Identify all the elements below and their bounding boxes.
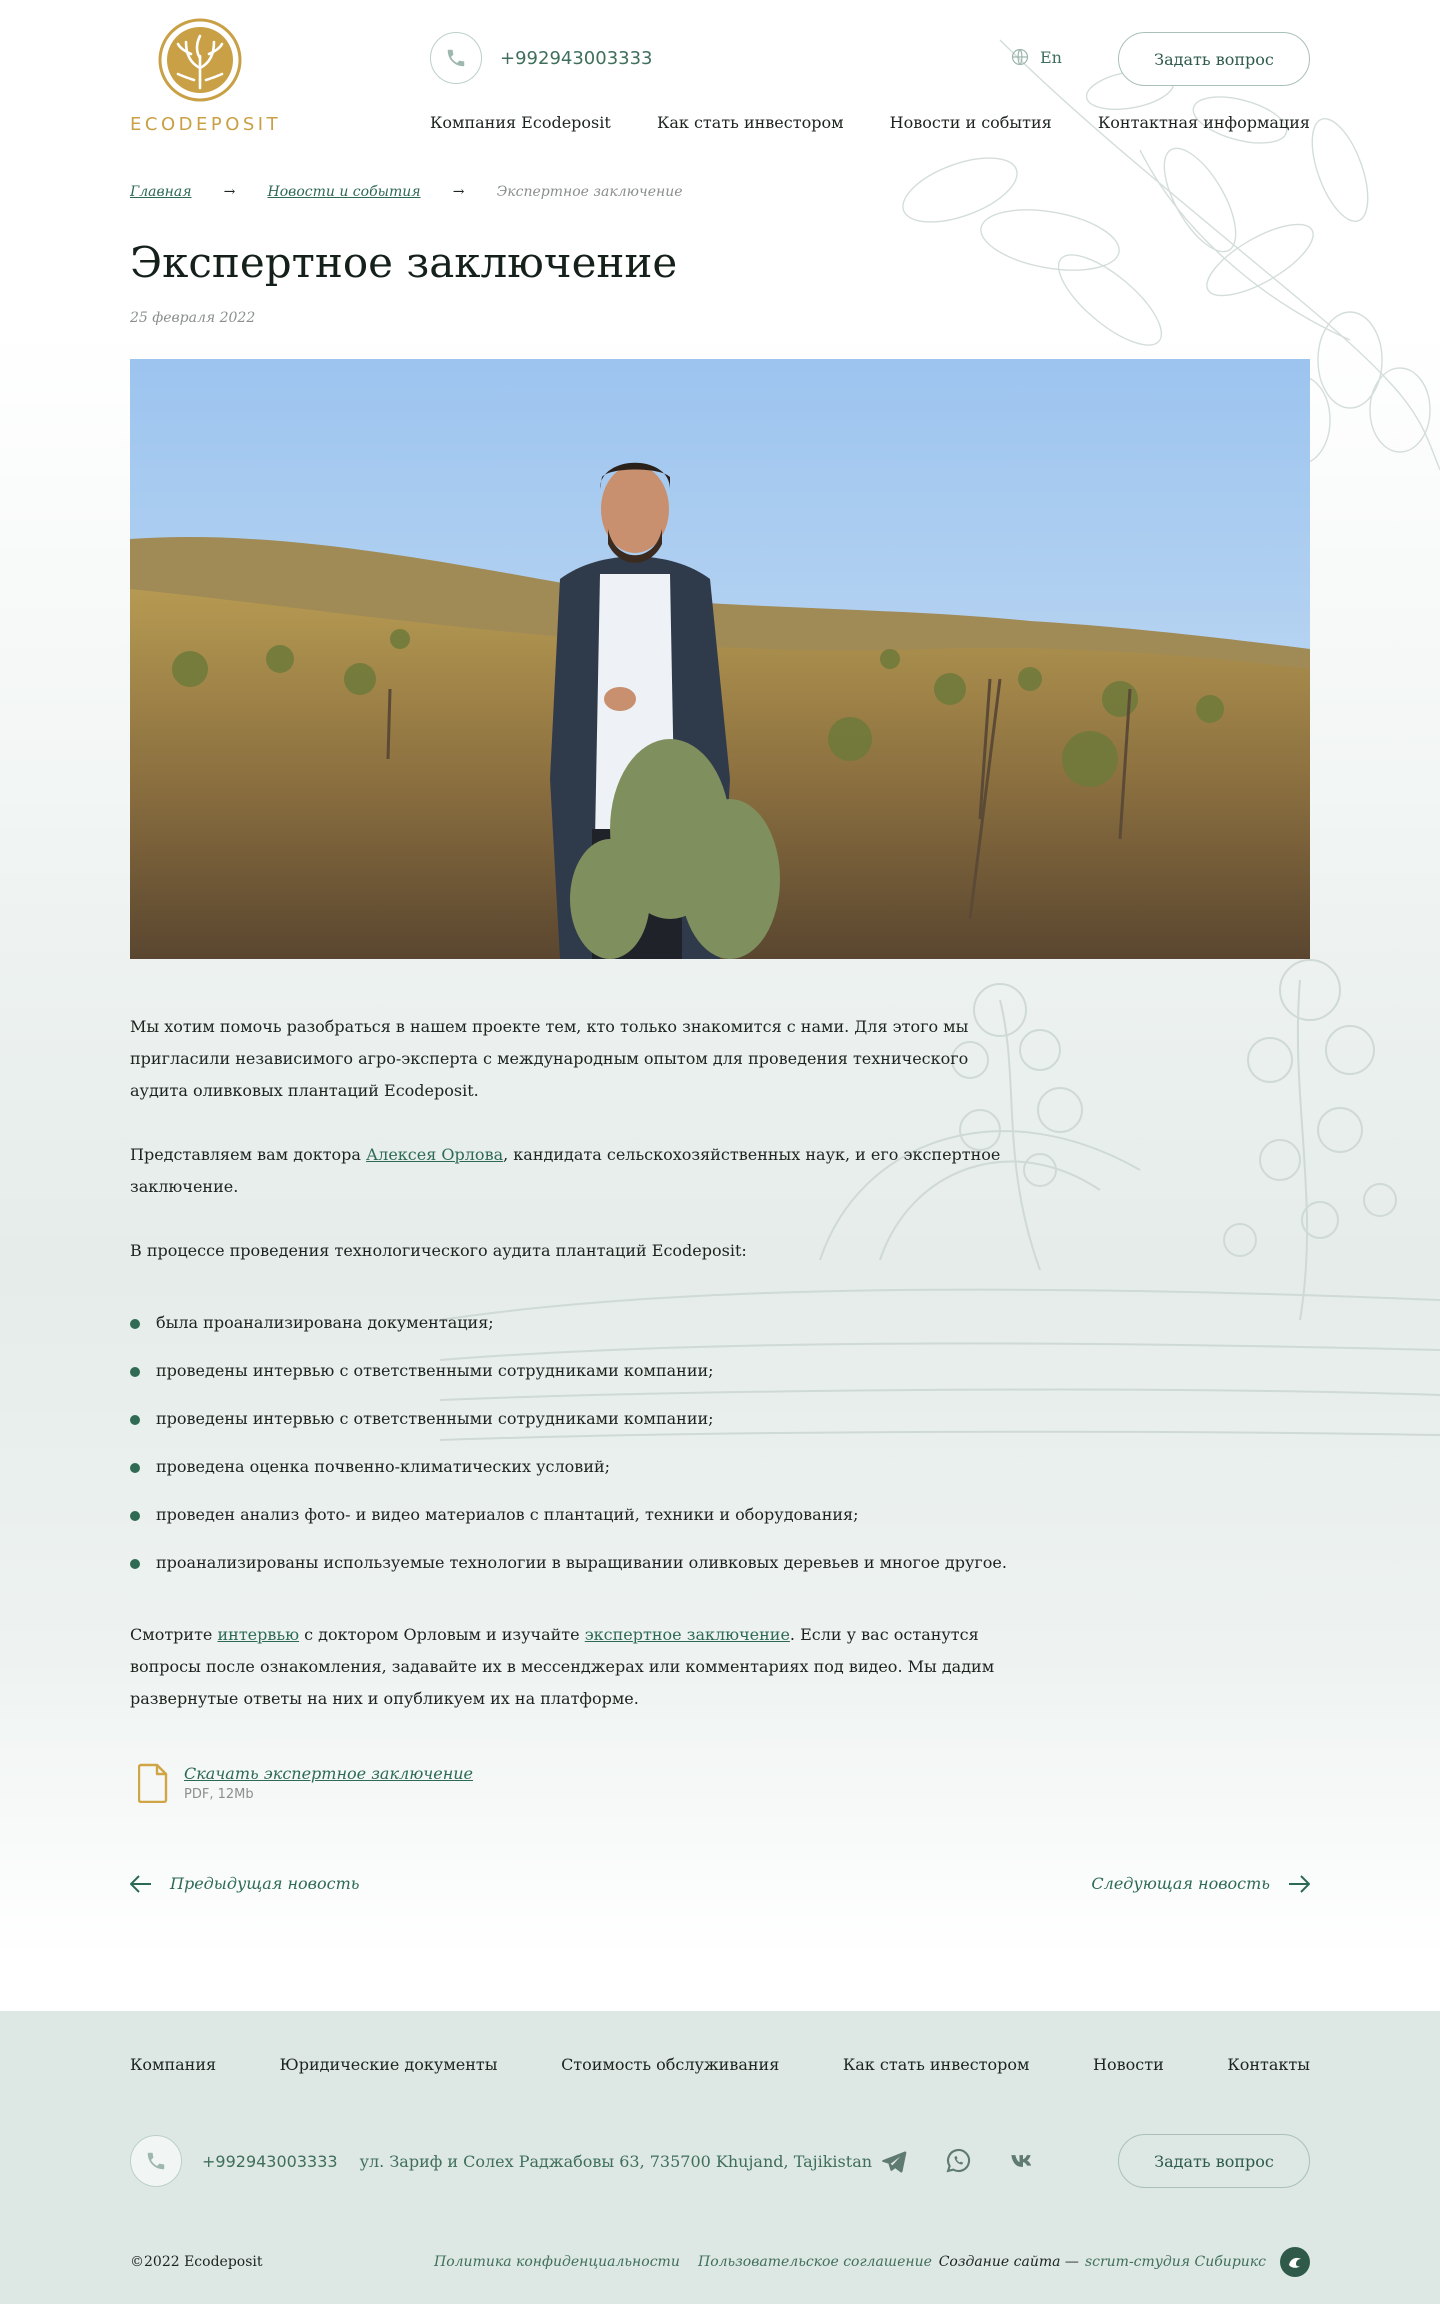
text-span: с доктором Орловым и изучайте <box>299 1625 585 1644</box>
globe-icon <box>1010 47 1030 67</box>
hero-photo-expert-in-olive-plantation <box>130 359 1310 959</box>
download-block[interactable] <box>130 1763 1010 1805</box>
site-footer <box>0 2011 1440 2304</box>
breadcrumb-current: Экспертное заключение <box>496 184 683 200</box>
expert-name-link[interactable]: Алексея Орлова <box>366 1145 504 1164</box>
download-link[interactable]: Скачать экспертное заключение <box>184 1764 474 1783</box>
header-phone-text: +992943003333 <box>500 47 653 69</box>
vk-icon[interactable] <box>1008 2147 1038 2175</box>
whatsapp-icon[interactable] <box>944 2147 972 2175</box>
text-span: Смотрите <box>130 1625 218 1644</box>
tree-logo-icon <box>158 18 242 102</box>
breadcrumb <box>130 184 683 200</box>
page-title: Экспертное заключение <box>130 238 678 287</box>
site-credit <box>939 2247 1310 2277</box>
nav-item-contacts[interactable]: Контактная информация <box>1097 113 1310 132</box>
publish-date: 25 февраля 2022 <box>130 310 256 326</box>
nav-item-become-investor[interactable]: Как стать инвестором <box>656 113 844 132</box>
nav-item-company[interactable]: Компания Ecodeposit <box>430 113 611 132</box>
article-intro: Мы хотим помочь разобраться в нашем проекте тем, кто только знакомится с нами. Для этого мы пригласили независимого агро-эксперта с международным опытом для проведения технического аудита оливковых плантаций Ecodeposit. <box>130 1017 969 1100</box>
footer-ask-question-button[interactable]: Задать вопрос <box>1118 2134 1310 2188</box>
article-paragraph-expert <box>130 1139 1010 1203</box>
main-nav <box>430 113 1310 132</box>
next-news-link[interactable] <box>1091 1874 1310 1893</box>
download-meta: PDF, 12Mb <box>184 1787 254 1802</box>
breadcrumb-section[interactable]: Новости и события <box>267 184 421 200</box>
developer-logo-icon[interactable] <box>1280 2247 1310 2277</box>
article-body <box>130 1011 1010 1805</box>
text-span: , кандидата сельскохозяйственных наук, и его экспертное заключение. <box>130 1145 1001 1196</box>
list-item: была проанализирована документация; <box>130 1307 1010 1339</box>
footer-nav-contacts[interactable]: Контакты <box>1227 2055 1310 2074</box>
arrow-right-icon <box>1288 1875 1310 1893</box>
footer-address: ул. Зариф и Солех Раджабовы 63, 735700 Khujand, Tajikistan <box>359 2151 873 2171</box>
footer-nav-company[interactable]: Компания <box>130 2055 217 2074</box>
footer-nav-pricing[interactable]: Стоимость обслуживания <box>561 2055 780 2074</box>
privacy-policy-link[interactable]: Политика конфиденциальности <box>434 2254 680 2270</box>
interview-link[interactable]: интервью <box>217 1625 300 1644</box>
footer-nav-news[interactable]: Новости <box>1093 2055 1164 2074</box>
article-paragraph-cta <box>130 1619 1010 1715</box>
article-paragraph-audit: В процессе проведения технологического аудита плантаций Ecodeposit: <box>130 1241 747 1260</box>
footer-contact-row <box>130 2134 1310 2188</box>
list-item: проведены интервью с ответственными сотрудниками компании; <box>130 1355 1010 1387</box>
logo-link[interactable] <box>130 18 282 140</box>
nav-item-news[interactable]: Новости и события <box>889 113 1052 132</box>
logo-text: ECODEPOSIT <box>130 114 282 135</box>
developer-link[interactable]: scrum-студия Сибирикс <box>1084 2254 1266 2270</box>
list-item: проанализированы используемые технологии в выращивании оливковых деревьев и многое другое. <box>130 1547 1010 1579</box>
credit-prefix: Создание сайта — <box>938 2254 1079 2270</box>
previous-news-label: Предыдущая новость <box>170 1874 360 1893</box>
audit-list <box>130 1307 1010 1579</box>
list-item: проведен анализ фото- и видео материалов с плантаций, техники и оборудования; <box>130 1499 1010 1531</box>
language-switcher[interactable] <box>1010 47 1062 67</box>
footer-nav-legal-docs[interactable]: Юридические документы <box>279 2055 498 2074</box>
user-agreement-link[interactable]: Пользовательское соглашение <box>698 2254 932 2270</box>
file-icon <box>138 1763 168 1803</box>
previous-news-link[interactable] <box>130 1874 359 1893</box>
language-label: En <box>1040 47 1062 67</box>
site-header <box>130 0 1310 160</box>
ask-question-button[interactable]: Задать вопрос <box>1118 32 1310 86</box>
expert-report-link[interactable]: экспертное заключение <box>584 1625 790 1644</box>
footer-nav-become-investor[interactable]: Как стать инвестором <box>842 2055 1030 2074</box>
footer-phone-text[interactable]: +992943003333 <box>202 2151 338 2171</box>
telegram-icon[interactable] <box>880 2147 908 2175</box>
arrow-right-icon: → <box>223 184 236 200</box>
header-phone-link[interactable] <box>430 32 653 84</box>
breadcrumb-home[interactable]: Главная <box>130 184 192 200</box>
arrow-right-icon: → <box>452 184 465 200</box>
arrow-left-icon <box>130 1875 152 1893</box>
footer-nav <box>130 2055 1310 2074</box>
text-span: Представляем вам доктора <box>130 1145 367 1164</box>
phone-icon <box>430 32 482 84</box>
phone-icon[interactable] <box>130 2135 182 2187</box>
list-item: проведена оценка почвенно-климатических условий; <box>130 1451 1010 1483</box>
next-news-label: Следующая новость <box>1091 1874 1270 1893</box>
social-links <box>880 2147 1038 2175</box>
text-span: . Если у вас останутся вопросы после ознакомления, задавайте их в мессенджерах или комментариях под видео. Мы дадим развернутые ответы на них и опубликуем их на платформе. <box>130 1625 995 1708</box>
footer-bottom <box>130 2247 1310 2277</box>
list-item: проведены интервью с ответственными сотрудниками компании; <box>130 1403 1010 1435</box>
copyright: ©2022 Ecodeposit <box>130 2254 263 2270</box>
